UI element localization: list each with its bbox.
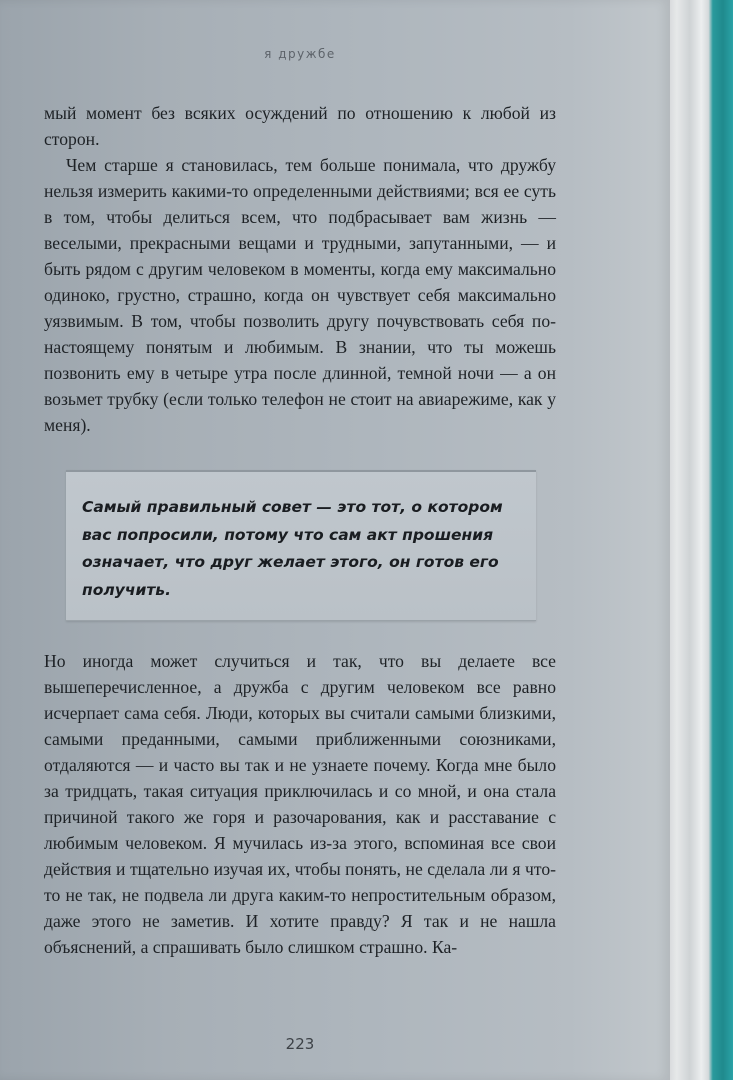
paragraph-continuation: мый момент без всяких осуждений по отношению к любой из сторон. xyxy=(44,103,556,149)
paragraph-lost-friendship: Но иногда может случиться и так, что вы делаете все вышеперечисленное, а дружба с другим человеком все равно исчерпает сама себя. Люди, которых вы считали самыми близкими, самыми преданными, самыми приближенными союзниками, отдаляются — и часто вы так и не узнаете почему. Когда мне было за тридцать, такая ситуация приключилась и со мной, и она стала причиной такого же горя и разочарования, как и расставание с любимым человеком. Я мучилась из-за этого, вспоминая все свои действия и тщательно изучая их, чтобы понять, не сделала ли я что-то не так, не подвела ли друга каким-то непростительным образом, даже этого не заметив. И хотите правду? Я так и не нашла объяснений, а спрашивать было слишком страшно. Ка- xyxy=(44,651,556,957)
text-block-top xyxy=(44,100,556,438)
text-block-bottom xyxy=(44,648,556,960)
quote-box xyxy=(66,470,536,621)
book-edge-pages xyxy=(661,0,733,1080)
quote-text: Самый правильный совет — это тот, о котором вас попросили, потому что сам акт прошения означает, что друг желает этого, он готов его получить. xyxy=(82,498,503,599)
page-number: 223 xyxy=(285,1035,315,1053)
running-head: я дружбе xyxy=(264,47,336,61)
paragraph-friendship: Чем старше я становилась, тем больше понимала, что дружбу нельзя измерить какими-то определенными действиями; вся ее суть в том, чтобы делиться всем, что подбрасывает вам жизнь — веселыми, прекрасными вещами и трудными, запутанными, — и быть рядом с другим человеком в моменты, когда ему максимально одиноко, грустно, страшно, когда он чувствует себя максимально уязвимым. В том, чтобы позволить другу почувствовать себя по-настоящему понятым и любимым. В знании, что ты можешь позвонить ему в четыре утра после длинной, темной ночи — а он возьмет трубку (если только телефон не стоит на авиарежиме, как у меня). xyxy=(44,155,556,435)
